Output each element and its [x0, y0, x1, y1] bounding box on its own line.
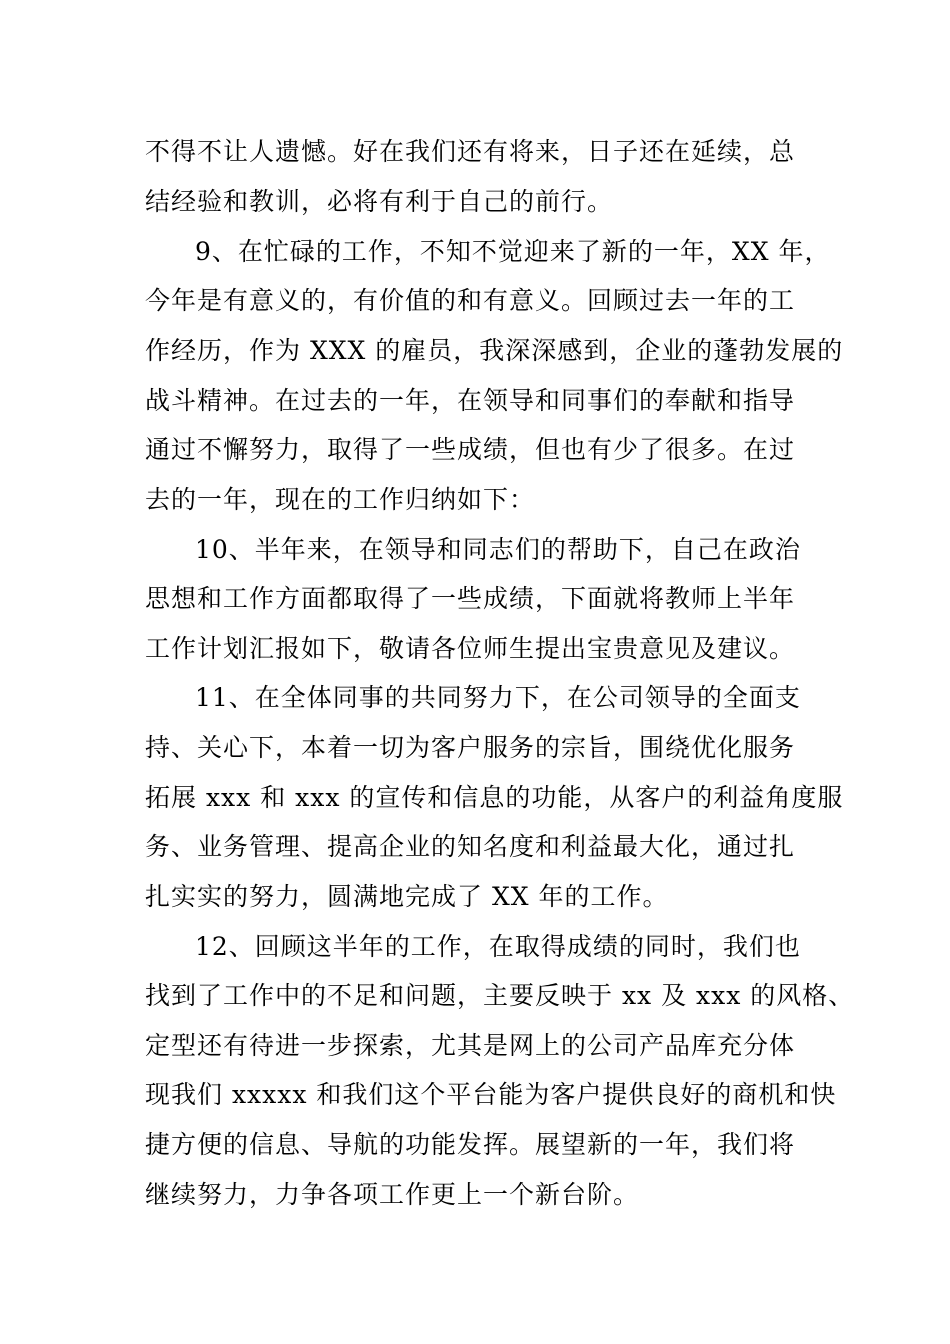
paragraph-11-start: 11、在全体同事的共同努力下，在公司领导的全面支	[195, 683, 801, 712]
text-line: 找到了工作中的不足和问题，主要反映于 xx 及 xxx 的风格、	[145, 981, 855, 1010]
paragraph-10-start: 10、半年来，在领导和同志们的帮助下，自己在政治	[195, 535, 801, 564]
text-line: 定型还有待进一步探索，尤其是网上的公司产品库充分体	[145, 1031, 796, 1060]
text-line: 结经验和教训，必将有利于自己的前行。	[145, 187, 614, 216]
paragraph-9-start: 9、在忙碌的工作，不知不觉迎来了新的一年，XX 年，	[195, 237, 831, 266]
text-line: 持、关心下，本着一切为客户服务的宗旨，围绕优化服务	[145, 733, 796, 762]
text-line: 工作计划汇报如下，敬请各位师生提出宝贵意见及建议。	[145, 634, 796, 663]
text-line: 作经历，作为 XXX 的雇员，我深深感到，企业的蓬勃发展的	[145, 336, 844, 365]
text-line: 去的一年，现在的工作归纳如下：	[145, 485, 536, 514]
paragraph-12-start: 12、回顾这半年的工作，在取得成绩的同时，我们也	[195, 932, 801, 961]
text-line: 扎实实的努力，圆满地完成了 XX 年的工作。	[145, 882, 669, 911]
text-line: 今年是有意义的，有价值的和有意义。回顾过去一年的工	[145, 286, 796, 315]
text-line: 战斗精神。在过去的一年，在领导和同事们的奉献和指导	[145, 386, 796, 415]
text-line: 思想和工作方面都取得了一些成绩，下面就将教师上半年	[145, 584, 796, 613]
text-line: 务、业务管理、提高企业的知名度和利益最大化，通过扎	[145, 832, 796, 861]
text-line: 捷方便的信息、导航的功能发挥。展望新的一年，我们将	[145, 1130, 796, 1159]
text-line: 拓展 xxx 和 xxx 的宣传和信息的功能，从客户的利益角度服	[145, 783, 844, 812]
text-line: 继续努力，力争各项工作更上一个新台阶。	[145, 1180, 640, 1209]
text-line: 通过不懈努力，取得了一些成绩，但也有少了很多。在过	[145, 435, 796, 464]
text-line: 不得不让人遗憾。好在我们还有将来，日子还在延续，总	[145, 137, 796, 166]
text-line: 现我们 xxxxx 和我们这个平台能为客户提供良好的商机和快	[145, 1080, 837, 1109]
